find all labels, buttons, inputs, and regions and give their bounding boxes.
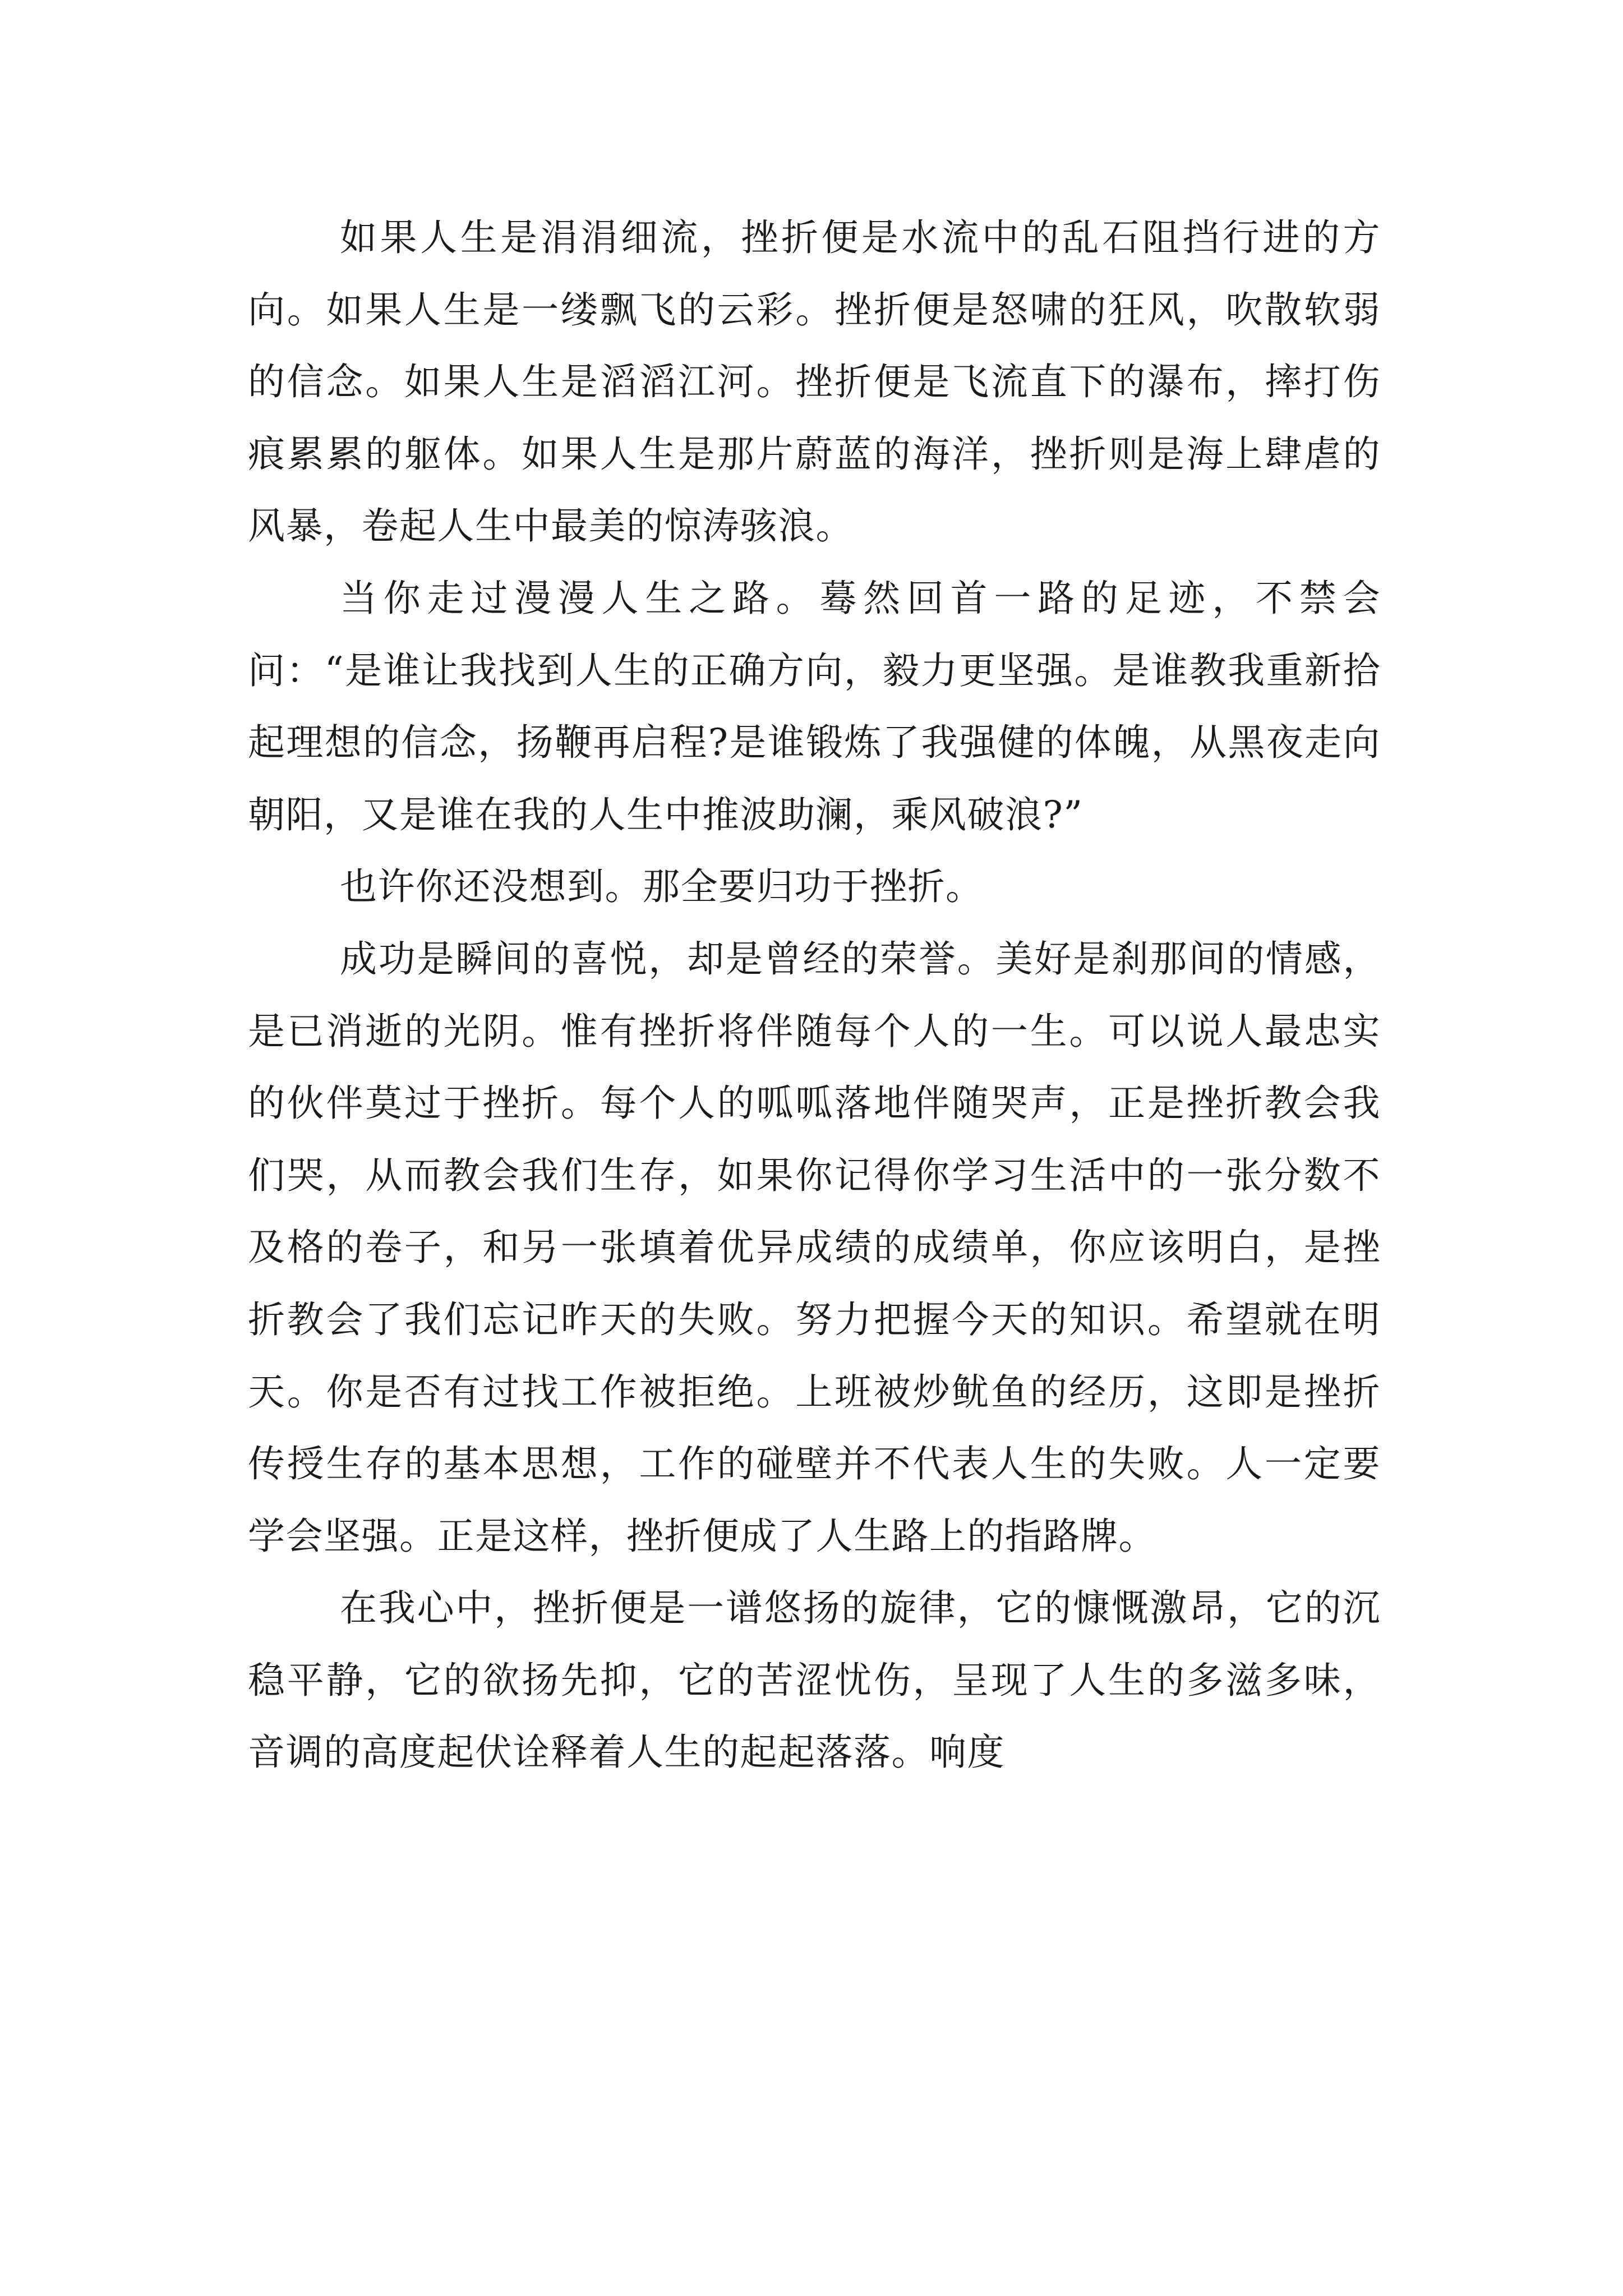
- paragraph-looking-back: 当你走过漫漫人生之路。蓦然回首一路的足迹，不禁会问：“是谁让我找到人生的正确方向，毅力更坚强。是谁教我重新拾起理想的信念，扬鞭再启程?是谁锻炼了我强健的体魄，从黑夜走向朝阳，又是谁在我的人生中推波助澜，乘风破浪?”: [248, 576, 1381, 836]
- paragraph-credit-to-setbacks: 也许你还没想到。那全要归功于挫折。: [340, 865, 984, 909]
- paragraph-setbacks-metaphor: 如果人生是涓涓细流，挫折便是水流中的乱石阻挡行进的方向。如果人生是一缕飘飞的云彩。挫折便是怒啸的狂风，吹散软弱的信念。如果人生是滔滔江河。挫折便是飞流直下的瀑布，摔打伤痕累累的躯体。如果人生是那片蔚蓝的海洋，挫折则是海上肆虐的风暴，卷起人生中最美的惊涛骇浪。: [248, 216, 1381, 548]
- paragraph-setbacks-melody: 在我心中，挫折便是一谱悠扬的旋律，它的慷慨激昂，它的沉稳平静，它的欲扬先抑，它的苦涩忧伤，呈现了人生的多滋多味，音调的高度起伏诠释着人生的起起落落。响度: [248, 1586, 1381, 1774]
- paragraph-setbacks-companion: 成功是瞬间的喜悦，却是曾经的荣誉。美好是刹那间的情感，是已消逝的光阴。惟有挫折将伴随每个人的一生。可以说人最忠实的伙伴莫过于挫折。每个人的呱呱落地伴随哭声，正是挫折教会我们哭，从而教会我们生存，如果你记得你学习生活中的一张分数不及格的卷子，和另一张填着优异成绩的成绩单，你应该明白，是挫折教会了我们忘记昨天的失败。努力把握今天的知识。希望就在明天。你是否有过找工作被拒绝。上班被炒鱿鱼的经历，这即是挫折传授生存的基本思想，工作的碰壁并不代表人生的失败。人一定要学会坚强。正是这样，挫折便成了人生路上的指路牌。: [248, 937, 1381, 1558]
- document-body: [248, 202, 1381, 1789]
